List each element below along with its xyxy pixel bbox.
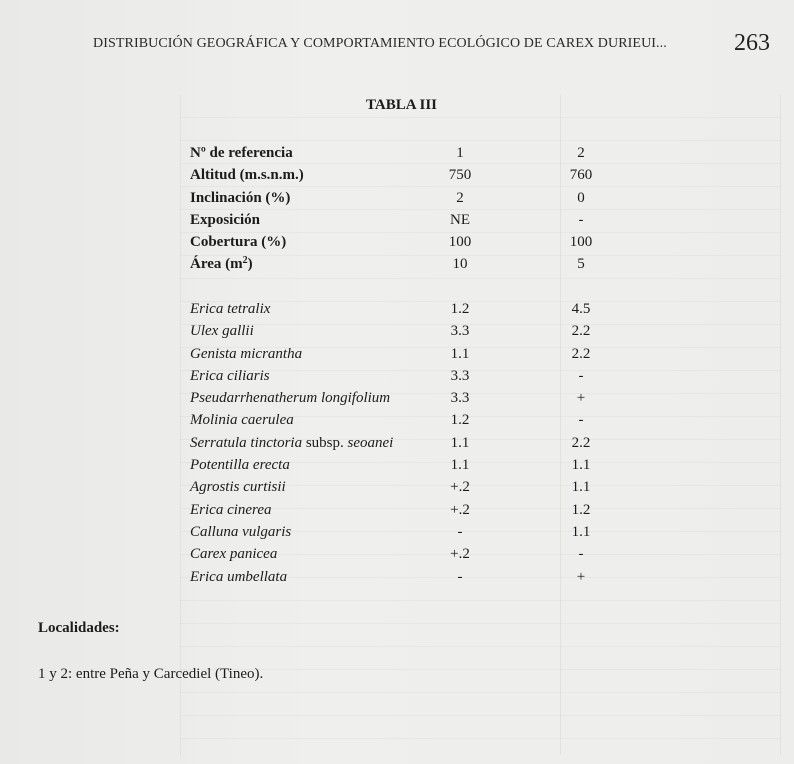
species-name: Erica ciliaris bbox=[190, 367, 270, 384]
value-col1: 1.2 bbox=[450, 301, 470, 317]
value-col2: 0 bbox=[577, 189, 585, 206]
value-col1: - bbox=[457, 523, 463, 540]
value-col1: 100 bbox=[448, 234, 472, 251]
attribute-label: Nº de referencia bbox=[190, 145, 293, 161]
value-col1: 3.3 bbox=[450, 390, 470, 407]
species-name: Calluna vulgaris bbox=[190, 523, 292, 540]
running-head: DISTRIBUCIÓN GEOGRÁFICA Y COMPORTAMIENTO ECOLÓGICO DE CAREX DURIEUI... bbox=[93, 36, 667, 51]
value-col2: 2 bbox=[577, 145, 585, 161]
value-col1: 1.2 bbox=[450, 412, 470, 429]
value-col2: 4.5 bbox=[571, 301, 591, 317]
value-col2: - bbox=[578, 546, 584, 563]
value-col1: 750 bbox=[448, 167, 472, 184]
species-name: Pseudarrhenatherum longifolium bbox=[190, 390, 391, 407]
value-col1: NE bbox=[450, 211, 470, 228]
value-col1: +.2 bbox=[450, 501, 470, 518]
species-name: Molinia caerulea bbox=[190, 412, 294, 429]
label-text-end: ) bbox=[247, 256, 253, 273]
species-name: Carex panicea bbox=[190, 546, 278, 563]
value-col2: 100 bbox=[569, 234, 593, 251]
attribute-label: Cobertura (%) bbox=[190, 234, 287, 251]
value-col1: +.2 bbox=[450, 479, 470, 496]
page-number: 263 bbox=[734, 30, 770, 56]
value-col1: 1.1 bbox=[450, 434, 470, 451]
value-col1: 1 bbox=[456, 145, 464, 161]
bleed-through-line bbox=[180, 95, 181, 755]
value-col2: - bbox=[578, 211, 584, 228]
value-col2: 2.2 bbox=[571, 323, 591, 340]
value-col1: 1.1 bbox=[450, 457, 470, 474]
attribute-label: Exposición bbox=[190, 211, 261, 228]
attribute-label: Inclinación (%) bbox=[190, 189, 291, 206]
value-col2: 5 bbox=[577, 256, 585, 273]
value-col1: 10 bbox=[452, 256, 468, 273]
value-col2: - bbox=[578, 412, 584, 429]
table-title: TABLA III bbox=[366, 97, 438, 113]
value-col1: 2 bbox=[456, 189, 464, 206]
value-col2: + bbox=[576, 390, 586, 407]
value-col2: 760 bbox=[569, 167, 593, 184]
label-superscript: 2 bbox=[242, 255, 248, 267]
species-name: Ulex gallii bbox=[190, 323, 254, 340]
value-col2: 2.2 bbox=[571, 345, 591, 362]
value-col2: 1.1 bbox=[571, 457, 591, 474]
value-col2: 1.2 bbox=[571, 501, 591, 518]
species-name: Erica umbellata bbox=[190, 568, 288, 585]
attribute-label bbox=[190, 253, 253, 275]
value-col2: - bbox=[578, 367, 584, 384]
label-text: Área (m bbox=[190, 256, 243, 273]
bleed-through-line bbox=[780, 95, 781, 755]
localities-heading: Localidades: bbox=[38, 620, 120, 636]
value-col1: 3.3 bbox=[450, 323, 470, 340]
value-col2: 2.2 bbox=[571, 434, 591, 451]
species-name: Genista micrantha bbox=[190, 345, 303, 362]
value-col2: + bbox=[576, 568, 586, 585]
value-col2: 1.1 bbox=[571, 479, 591, 496]
species-infraspecific: seoanei bbox=[347, 434, 394, 451]
species-name: Erica tetralix bbox=[190, 301, 271, 317]
value-col2: 1.1 bbox=[571, 523, 591, 540]
value-col1: 3.3 bbox=[450, 367, 470, 384]
species-genus: Serratula tinctoria bbox=[190, 434, 303, 451]
attribute-label: Altitud (m.s.n.m.) bbox=[190, 167, 304, 184]
localities-text: 1 y 2: entre Peña y Carcediel (Tineo). bbox=[38, 666, 264, 682]
value-col1: - bbox=[457, 568, 463, 585]
species-name: Erica cinerea bbox=[190, 501, 272, 518]
species-rank: subsp. bbox=[302, 434, 348, 451]
species-name: Potentilla erecta bbox=[190, 457, 290, 474]
value-col1: 1.1 bbox=[450, 345, 470, 362]
species-name bbox=[190, 432, 393, 454]
value-col1: +.2 bbox=[450, 546, 470, 563]
species-name: Agrostis curtisii bbox=[190, 479, 286, 496]
